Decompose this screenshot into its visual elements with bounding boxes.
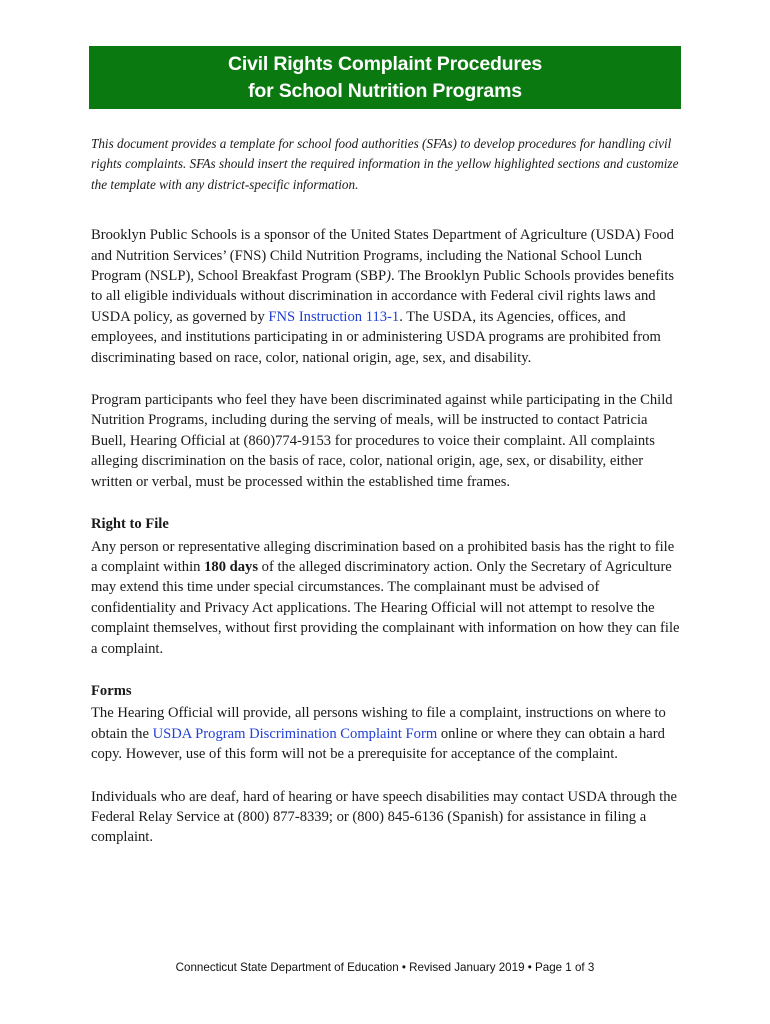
forms-text-1: The Hearing Official will provide, all persons wishing to file a complaint, instructions on where to obtain the bbox=[91, 705, 666, 742]
forms-text-2: online or where they can obtain a hard copy. However, use of this form will not be a prerequisite for acceptance of the complaint. bbox=[91, 725, 665, 763]
sponsor-text-2: . The Brooklyn Public Schools provides benefits to all eligible individuals without discrimination in accordance with Federal civil rights laws and USDA policy, as governed by bbox=[91, 268, 675, 325]
relay-service-paragraph: Individuals who are deaf, hard of hearing or have speech disabilities may contact USDA through the Federal Relay Service at (800) 877-8339; or (800) 845-6136 (Spanish) for assistance in filing a complaint. bbox=[91, 788, 678, 846]
sponsor-paragraph bbox=[91, 225, 681, 368]
sponsor-paren: ) bbox=[386, 268, 391, 285]
participants-paragraph: Program participants who feel they have been discriminated against while participating in the Child Nutrition Programs, including during the serving of meals, will be instructed to contact Patricia Buell, Hearing Official at (860)774-9153 for procedures to voice their complaint. All complaints alleging discrimination on the basis of race, color, national origin, age, sex, or disability, either written or verbal, must be processed within the established time frames. bbox=[91, 392, 673, 490]
title-line-2: for School Nutrition Programs bbox=[248, 79, 522, 102]
right-to-file-text-1: Any person or representative alleging discrimination based on a prohibited basis has the right to file a complaint within bbox=[91, 538, 675, 575]
intro-note: This document provides a template for school food authorities (SFAs) to develop procedures for handling civil rights complaints. SFAs should insert the required information in the yellow highlighted sections and customize the template with any district-specific information. bbox=[91, 136, 679, 192]
complaint-form-link[interactable]: USDA Program Discrimination Complaint Form bbox=[152, 725, 438, 742]
document-body bbox=[91, 134, 681, 870]
fns-instruction-link[interactable]: FNS Instruction 113-1 bbox=[268, 308, 400, 325]
forms-heading: Forms bbox=[91, 682, 132, 699]
days-limit: 180 days bbox=[204, 558, 259, 575]
title-line-1: Civil Rights Complaint Procedures bbox=[227, 52, 543, 75]
title-banner bbox=[89, 46, 681, 109]
sponsor-text-3: . The USDA, its Agencies, offices, and employees, and institutions participating in or administering USDA programs are prohibited from discriminating based on race, color, national origin, age, sex, and disability. bbox=[91, 308, 661, 366]
right-to-file-heading: Right to File bbox=[91, 516, 169, 533]
forms-paragraph bbox=[91, 703, 681, 764]
sponsor-text-1: Brooklyn Public Schools is a sponsor of the United States Department of Agriculture (USDA) Food and Nutrition Services’ (FNS) Child Nutrition Programs, including the National School Lunch Program (NSLP), School Breakfast Program (SBP bbox=[91, 227, 674, 285]
page-footer: Connecticut State Department of Education • Revised January 2019 • Page 1 of 3 bbox=[175, 961, 595, 974]
right-to-file-text-2: of the alleged discriminatory action. Only the Secretary of Agriculture may extend this time under special circumstances. The complainant must be advised of confidentiality and Privacy Act applications. The Hearing Official will not attempt to resolve the complaint themselves, without first providing the complainant with information on how they can file a complaint. bbox=[91, 558, 680, 657]
right-to-file-paragraph bbox=[91, 537, 681, 659]
